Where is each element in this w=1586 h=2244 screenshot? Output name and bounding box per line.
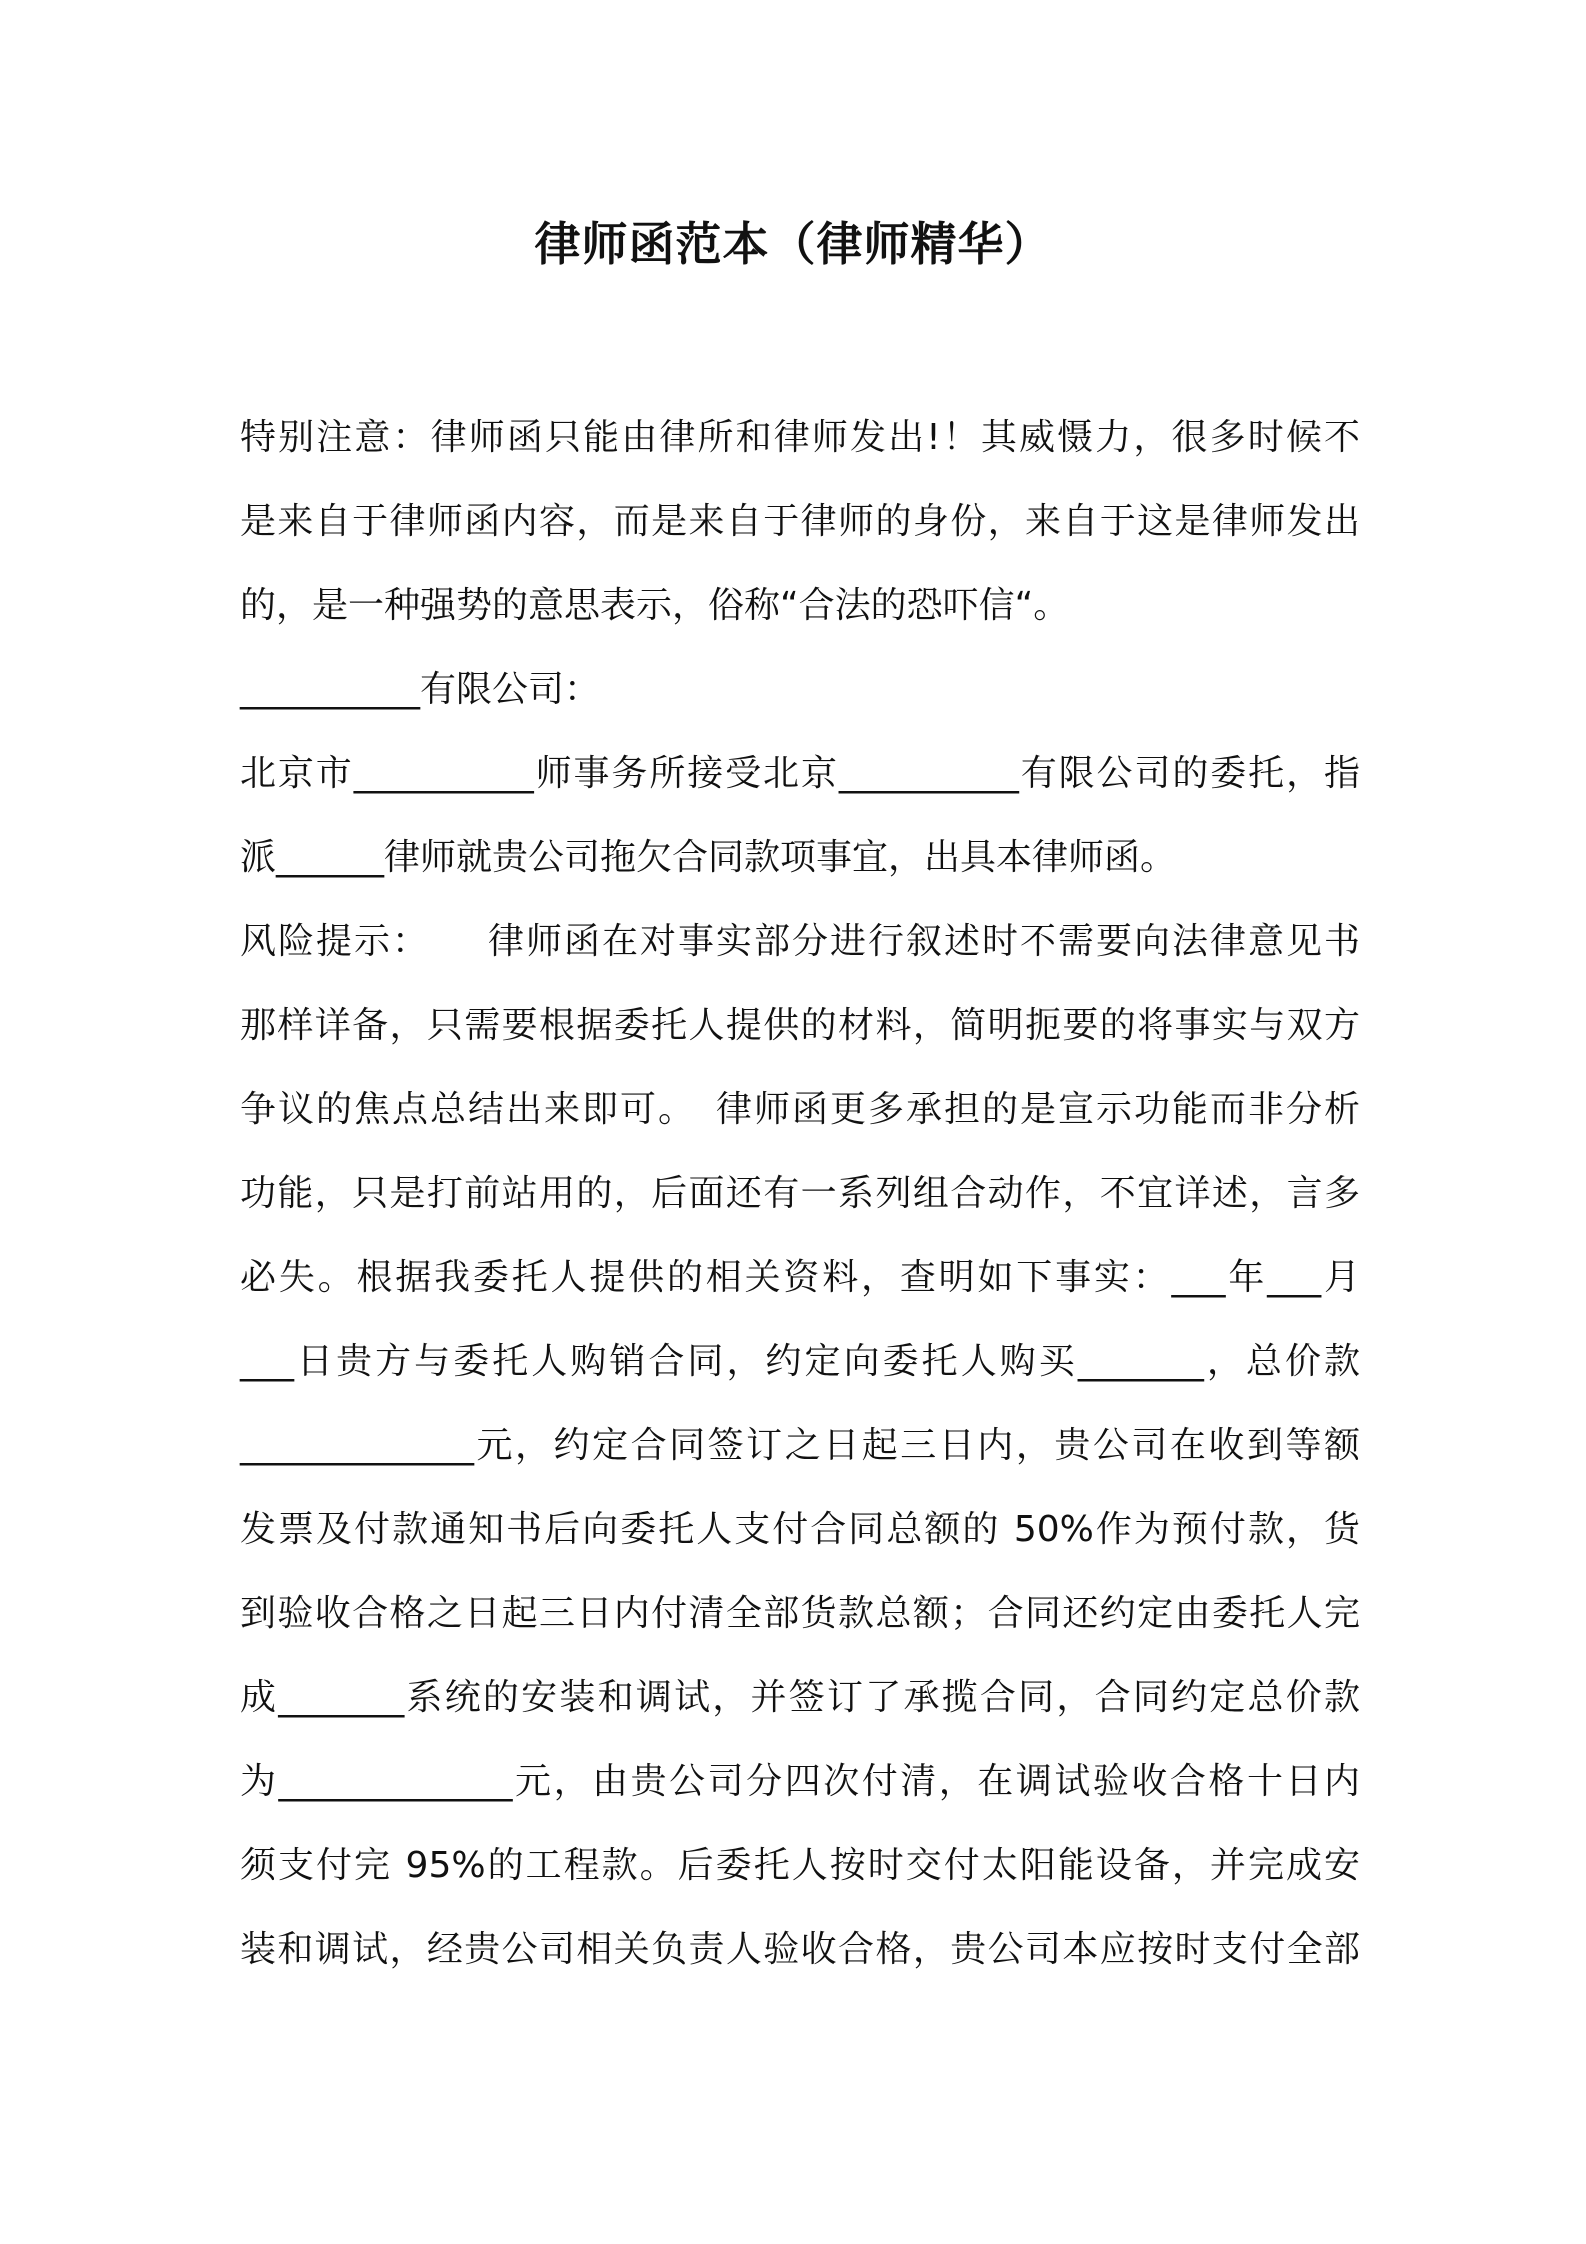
body-line: ___日贵方与委托人购销合同，约定向委托人购买_______，总价款	[240, 1341, 1360, 1382]
body-line: 必失。根据我委托人提供的相关资料，查明如下事实：___年___月	[240, 1257, 1360, 1298]
body-line: 那样详备，只需要根据委托人提供的材料，简明扼要的将事实与双方	[240, 1005, 1360, 1046]
body-line: 成_______系统的安装和调试，并签订了承揽合同，合同约定总价款	[240, 1677, 1360, 1718]
body-line: 发票及付款通知书后向委托人支付合同总额的 50%作为预付款，货	[240, 1509, 1360, 1550]
body-line: 功能，只是打前站用的，后面还有一系列组合动作，不宜详述，言多	[240, 1173, 1360, 1214]
body-line: 装和调试，经贵公司相关负责人验收合格，贵公司本应按时支付全部	[240, 1929, 1360, 1970]
risk-note-line: 风险提示： 律师函在对事实部分进行叙述时不需要向法律意见书	[240, 921, 1360, 962]
body-line: 的，是一种强势的意思表示，俗称“合法的恐吓信“。	[240, 585, 1070, 626]
body-line: 为_____________元，由贵公司分四次付清，在调试验收合格十日内	[240, 1761, 1360, 1802]
body-line: 争议的焦点总结出来即可。 律师函更多承担的是宣示功能而非分析	[240, 1089, 1360, 1130]
document-title: 律师函范本（律师精华）	[534, 217, 1052, 271]
body-line: 到验收合格之日起三日内付清全部货款总额；合同还约定由委托人完	[240, 1593, 1360, 1634]
body-line: 特别注意：律师函只能由律所和律师发出!！其威慑力，很多时候不	[240, 417, 1360, 458]
body-line: 派______律师就贵公司拖欠合同款项事宜，出具本律师函。	[240, 837, 1177, 878]
body-line: 是来自于律师函内容，而是来自于律师的身份，来自于这是律师发出	[240, 501, 1360, 542]
body-line: 须支付完 95%的工程款。后委托人按时交付太阳能设备，并完成安	[240, 1845, 1360, 1886]
body-line: _____________元，约定合同签订之日起三日内，贵公司在收到等额	[240, 1425, 1360, 1466]
addressee-line: __________有限公司：	[240, 669, 601, 710]
body-line: 北京市__________师事务所接受北京__________有限公司的委托，指	[240, 753, 1360, 794]
